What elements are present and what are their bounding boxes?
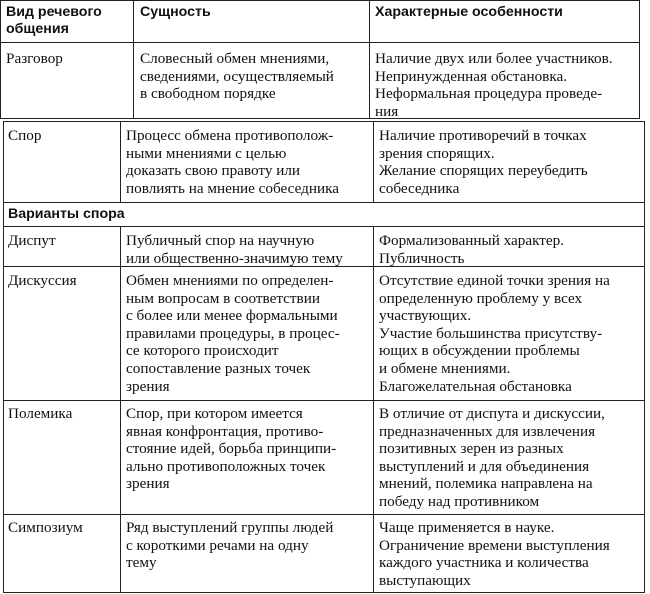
row-essence-diskussiya: Обмен мнениями по определен- ным вопросам в соответствии с более или менее формальными правилами процедуры, в процес- се которого происходит сопоставление разных точек зрения (126, 272, 340, 395)
upper-header-divider (0, 42, 640, 43)
row-essence-disput: Публичный спор на научную или общественно-значимую тему (126, 232, 343, 267)
header-essence: Сущность (140, 4, 211, 20)
row-features-diskussiya: Отсутствие единой точки зрения на определенную проблему у всех участвующих. Участие большинства присутству- ющих в обсуждении проблемы и обмене мнениями. Благожелательная обстановка (379, 272, 610, 395)
row-features-razgovor: Наличие двух или более участников. Непринужденная обстановка. Неформальная процедура проведе- ния (375, 50, 613, 120)
row-divider-diskussiya (3, 400, 645, 401)
row-name-polemika: Полемика (8, 405, 73, 422)
lower-col-divider-1-spor (120, 121, 121, 202)
row-divider-spor (3, 202, 645, 203)
row-divider-polemika (3, 514, 645, 515)
row-features-simpozium: Чаще применяется в науке. Ограничение времени выступления каждого участника и количества выступающих (379, 519, 610, 589)
row-essence-simpozium: Ряд выступлений группы людей с короткими речами на одну тему (126, 519, 334, 572)
row-name-simpozium: Симпозиум (8, 519, 83, 536)
row-name-disput: Диспут (8, 232, 56, 249)
lower-col-divider-2-spor (373, 121, 374, 202)
upper-col-divider-2 (369, 0, 370, 119)
lower-col-divider-1 (120, 226, 121, 593)
row-essence-spor: Процесс обмена противополож- ными мнениями с целью доказать свою правоту или повлиять на мнение собеседника (126, 127, 340, 197)
row-features-spor: Наличие противоречий в точках зрения спорящих. Желание спорящих переубедить собеседника (379, 127, 588, 197)
section-title: Варианты спора (8, 206, 125, 222)
row-features-disput: Формализованный характер. Публичность (379, 232, 565, 267)
row-essence-polemika: Спор, при котором имеется явная конфронтация, противо- стояние идей, борьба принципи- ально противоположных точек зрения (126, 405, 337, 493)
row-name-diskussiya: Дискуссия (8, 272, 77, 289)
row-essence-razgovor: Словесный обмен мнениями, сведениями, осуществляемый в свободном порядке (140, 50, 334, 103)
row-name-spor: Спор (8, 127, 42, 144)
upper-col-divider-1 (133, 0, 134, 119)
row-divider-section (3, 226, 645, 227)
row-name-razgovor: Разговор (6, 50, 63, 67)
header-type-of-communication: Вид речевого общения (6, 4, 102, 38)
lower-col-divider-2 (373, 226, 374, 593)
row-features-polemika: В отличие от диспута и дискуссии, предназначенных для извлечения позитивных зерен из разных выступлений и для объединения мнений, полемика направлена на победу над противником (379, 405, 605, 510)
header-features: Характерные особенности (375, 4, 563, 20)
